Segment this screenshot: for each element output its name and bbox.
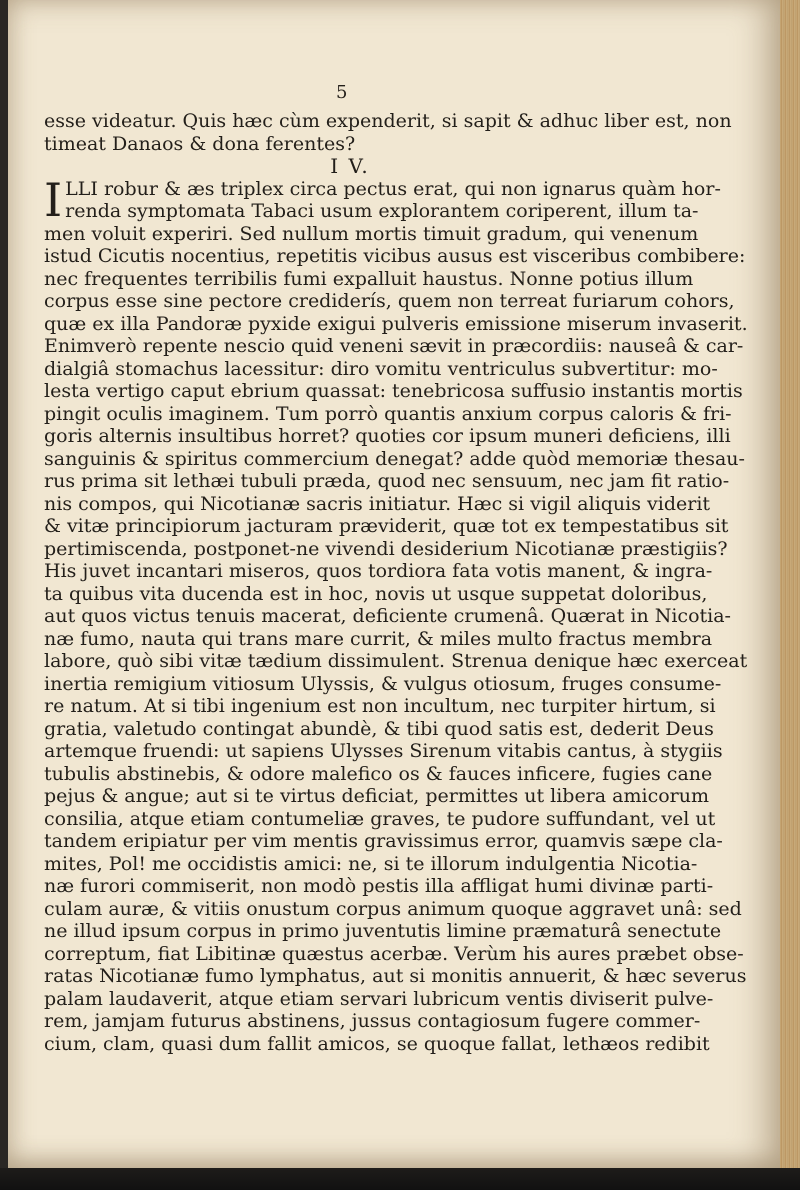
page-text	[44, 110, 748, 1055]
text-line: aut quos victus tenuis macerat, deficiente crumenâ. Quærat in Nicotia-	[44, 605, 731, 627]
text-line: næ fumo, nauta qui trans mare currit, & miles multo fractus membra	[44, 627, 713, 650]
page-signature: 5	[336, 82, 348, 103]
text-line: gratia, valetudo contingat abundè, & tibi quod satis est, dederit Deus	[44, 717, 714, 740]
text-line: correptum, fiat Libitinæ quæstus acerbæ. Verùm his aures præbet obse-	[44, 942, 744, 965]
text-line: nis compos, qui Nicotianæ sacris initiatur. Hæc si vigil aliquis viderit	[44, 492, 711, 515]
text-line: esse videatur. Quis hæc cùm expenderit, si sapit & adhuc liber est, non	[44, 110, 732, 132]
text-line: labore, quò sibi vitæ tædium dissimulent. Strenua denique hæc exerceat	[44, 650, 748, 672]
text-line: His juvet incantari miseros, quos tordiora fata votis manent, & ingra-	[44, 560, 713, 582]
text-line: consilia, atque etiam contumeliæ graves, te pudore suffundant, vel ut	[44, 807, 716, 830]
text-line: pertimiscenda, postponet-ne vivendi desiderium Nicotianæ præstigiis?	[44, 537, 728, 560]
text-line: culam auræ, & vitiis onustum corpus animum quoque aggravet unâ: sed	[44, 897, 742, 920]
text-line: mites, Pol! me occidistis amici: ne, si te illorum indulgentia Nicotia-	[44, 852, 698, 875]
page-edge-stack	[780, 0, 800, 1178]
text-line: ta quibus vita ducenda est in hoc, novis ut usque suppetat doloribus,	[44, 582, 708, 605]
text-line: ne illud ipsum corpus in primo juventutis limine præmaturâ senectute	[44, 920, 722, 942]
text-line: cium, clam, quasi dum fallit amicos, se quoque fallat, lethæos redibit	[44, 1032, 710, 1055]
text-line: timeat Danaos & dona ferentes?	[44, 132, 356, 155]
text-line: inertia remigium vitiosum Ulyssis, & vulgus otiosum, fruges consume-	[44, 672, 722, 695]
text-line: re natum. At si tibi ingenium est non incultum, nec turpiter hirtum, si	[44, 695, 716, 717]
text-line: rus prima sit lethæi tubuli præda, quod nec sensuum, nec jam fit ratio-	[44, 470, 730, 492]
text-line: lesta vertigo caput ebrium quassat: tenebricosa suffusio instantis mortis	[44, 380, 743, 402]
text-line: nec frequentes terribilis fumi expalluit haustus. Nonne potius illum	[44, 267, 694, 290]
text-line: palam laudaverit, atque etiam servari lubricum ventis diviserit pulve-	[44, 987, 714, 1010]
text-line: renda symptomata Tabaci usum explorantem coriperent, illum ta-	[65, 200, 699, 222]
bottom-shadow	[0, 1168, 800, 1190]
section-heading: I V.	[330, 154, 370, 178]
text-line: næ furori commiserit, non modò pestis illa affligat humi divinæ parti-	[44, 875, 714, 897]
text-line: sanguinis & spiritus commercium denegat? adde quòd memoriæ thesau-	[44, 447, 745, 470]
text-line: rem, jamjam futurus abstinens, jussus contagiosum fugere commer-	[44, 1010, 701, 1032]
text-line: ratas Nicotianæ fumo lymphatus, aut si monitis annuerit, & hæc severus	[44, 965, 747, 987]
text-line: pejus & angue; aut si te virtus deficiat, permittes ut libera amicorum	[44, 785, 709, 807]
text-line: goris alternis insultibus horret? quoties cor ipsum muneri deficiens, illi	[44, 425, 731, 447]
text-line: quæ ex illa Pandoræ pyxide exigui pulveris emissione miserum invaserit.	[44, 312, 748, 335]
text-line: tubulis abstinebis, & odore malefico os & fauces inficere, fugies cane	[44, 762, 713, 785]
text-line: artemque fruendi: ut sapiens Ulysses Sirenum vitabis cantus, à stygiis	[44, 740, 723, 762]
text-line: Enimverò repente nescio quid veneni sævit in præcordiis: nauseâ & car-	[44, 335, 744, 357]
text-line: & vitæ principiorum jacturam præviderit, quæ tot ex tempestatibus sit	[44, 515, 729, 537]
text-line: men voluit experiri. Sed nullum mortis timuit gradum, qui venenum	[44, 222, 699, 245]
text-line: corpus esse sine pectore crediderís, quem non terreat furiarum cohors,	[44, 290, 735, 312]
text-line: tandem eripiatur per vim mentis gravissimus error, quamvis sæpe cla-	[44, 830, 723, 852]
body-lines	[44, 200, 748, 1055]
text-line: LLI robur & æs triplex circa pectus erat, qui non ignarus quàm hor-	[65, 177, 721, 200]
drop-cap: I	[44, 172, 63, 227]
text-line: dialgiâ stomachus lacessitur: diro vomitu ventriculus subvertitur: mo-	[44, 357, 718, 380]
text-line: pingit oculis imaginem. Tum porrò quantis anxium corpus caloris & fri-	[44, 402, 732, 425]
text-line: istud Cicutis nocentius, repetitis vicibus ausus est visceribus combibere:	[44, 245, 746, 267]
